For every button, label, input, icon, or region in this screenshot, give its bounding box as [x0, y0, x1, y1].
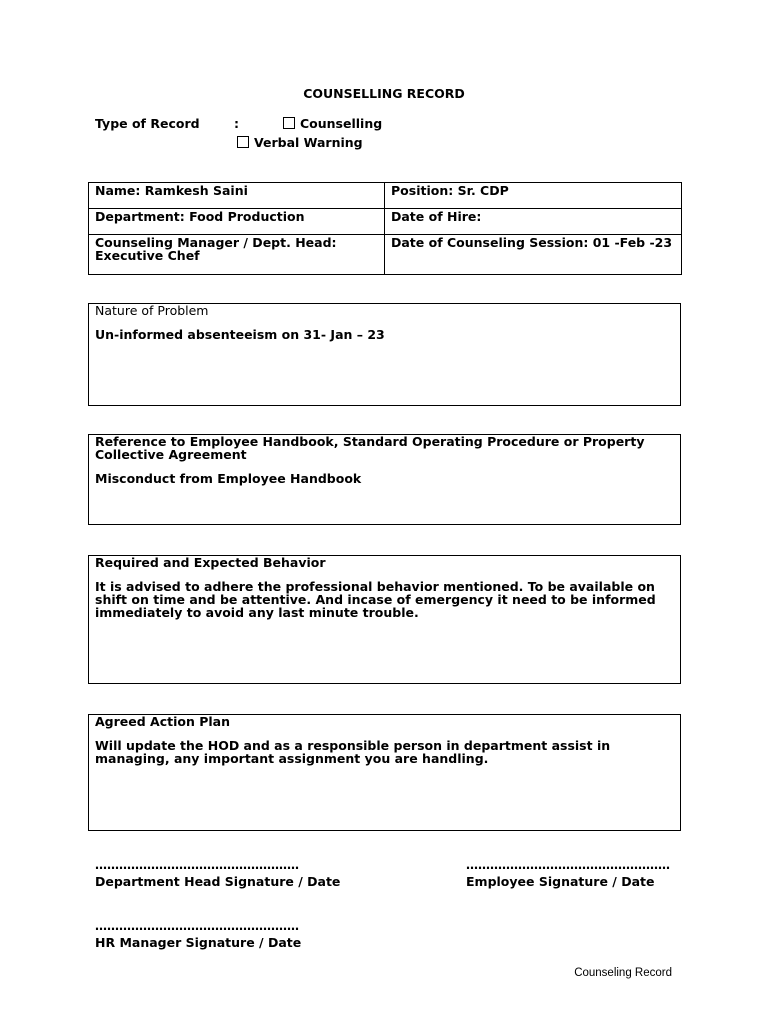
- checkbox-icon[interactable]: [237, 136, 249, 148]
- employee-department: Department: Food Production: [89, 209, 385, 235]
- checkbox-icon[interactable]: [283, 117, 295, 129]
- counseling-manager: [89, 235, 385, 275]
- employee-signature-label: Employee Signature / Date: [466, 874, 655, 889]
- type-of-record-label: Type of Record: [95, 116, 200, 131]
- department-head-signature-line[interactable]: ……………………………………………: [95, 858, 299, 872]
- required-behavior-text: It is advised to adhere the professional behavior mentioned. To be available on shift on time and be attentive. And incase of emergency it need to be informed immediately to avoid any last minute trouble.: [95, 579, 656, 620]
- counseling-manager-label: Counseling Manager / Dept. Head:: [95, 235, 337, 250]
- page-title: COUNSELLING RECORD: [303, 86, 465, 101]
- counseling-manager-value: Executive Chef: [95, 248, 200, 263]
- page-footer: Counseling Record: [574, 967, 672, 979]
- reference-heading: Reference to Employee Handbook, Standard Operating Procedure or Property Collective Agreement: [95, 434, 645, 462]
- employee-name: Name: Ramkesh Saini: [89, 183, 385, 209]
- action-plan-heading: Agreed Action Plan: [95, 714, 231, 729]
- type-of-record-colon: :: [234, 116, 239, 131]
- hr-manager-signature-line[interactable]: ……………………………………………: [95, 919, 299, 933]
- nature-of-problem-heading: Nature of Problem: [95, 303, 209, 318]
- option-verbal-warning[interactable]: [237, 135, 363, 150]
- reference-text: Misconduct from Employee Handbook: [95, 471, 362, 486]
- action-plan-box: [88, 714, 681, 831]
- employee-info-table: [88, 182, 682, 275]
- session-date: Date of Counseling Session: 01 -Feb -23: [385, 235, 682, 275]
- nature-of-problem-text: Un-informed absenteeism on 31- Jan – 23: [95, 327, 385, 342]
- option-counselling[interactable]: [283, 116, 382, 131]
- required-behavior-box: [88, 555, 681, 684]
- department-head-signature-label: Department Head Signature / Date: [95, 874, 341, 889]
- reference-box: [88, 434, 681, 525]
- employee-signature-line[interactable]: ……………………………………………: [466, 858, 670, 872]
- date-of-hire: Date of Hire:: [385, 209, 682, 235]
- option-counselling-label: Counselling: [300, 116, 383, 131]
- action-plan-text: Will update the HOD and as a responsible person in department assist in managing, any important assignment you are handling.: [95, 738, 611, 766]
- employee-position: Position: Sr. CDP: [385, 183, 682, 209]
- hr-manager-signature-label: HR Manager Signature / Date: [95, 935, 302, 950]
- nature-of-problem-box: [88, 303, 681, 406]
- required-behavior-heading: Required and Expected Behavior: [95, 555, 326, 570]
- option-verbal-warning-label: Verbal Warning: [254, 135, 363, 150]
